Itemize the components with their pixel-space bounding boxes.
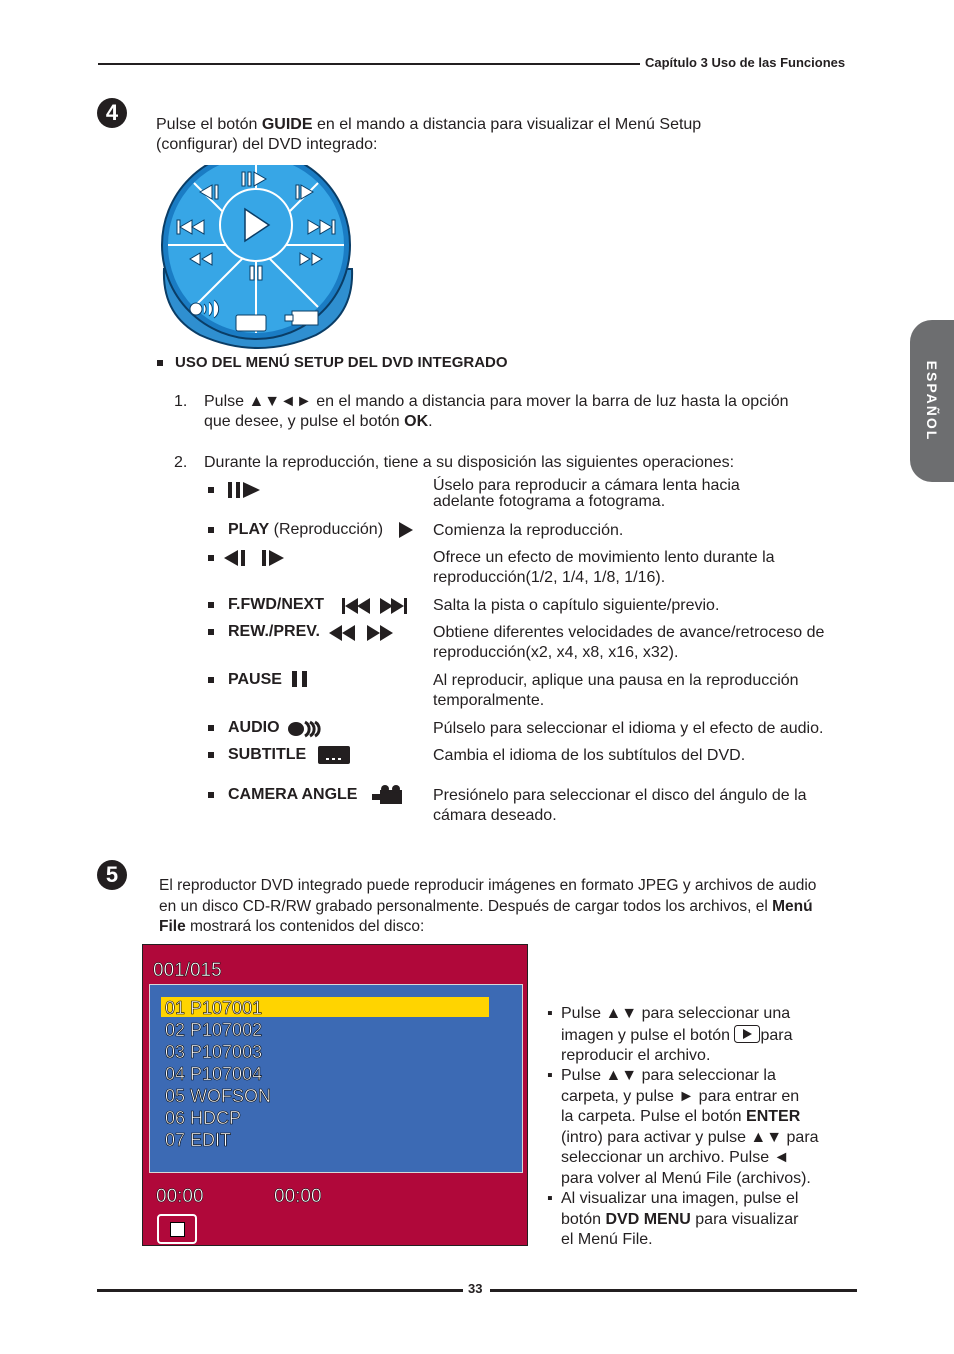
step-number-5: 5 <box>97 860 127 890</box>
note1-line1: Pulse ▲▼ para seleccionar una <box>561 1005 791 1022</box>
op-desc-line2: cámara deseado. <box>433 807 557 824</box>
file-item[interactable]: 07 EDIT <box>165 1130 232 1150</box>
op-bullet <box>208 752 214 758</box>
note3-line3: el Menú File. <box>561 1231 653 1248</box>
next-track-icon <box>379 597 409 615</box>
step4-guide: GUIDE <box>261 116 313 133</box>
step-number-4: 4 <box>97 98 127 128</box>
op-bullet <box>208 792 214 798</box>
note2-line4: (intro) para activar y pulse ▲▼ para <box>561 1128 819 1146</box>
slow-play-icon <box>261 549 285 567</box>
item1-text <box>204 392 789 432</box>
audio-icon <box>287 720 321 738</box>
file-item[interactable]: 01 P107001 <box>165 998 263 1018</box>
file-item[interactable]: 05 WOFSON <box>165 1086 272 1106</box>
step5-text <box>159 876 816 938</box>
item1-number: 1. <box>174 393 188 410</box>
play-icon <box>398 521 414 539</box>
op-label-audio: AUDIO <box>228 719 280 736</box>
op-desc-line2: temporalmente. <box>433 692 545 709</box>
op-bullet <box>208 527 214 533</box>
note2-line3a: la carpeta. Pulse el botón <box>561 1108 747 1125</box>
item1-line2a: que desee, y pulse el botón <box>204 413 405 430</box>
op-label-pause: PAUSE <box>228 671 282 688</box>
note2-enter: ENTER <box>746 1108 801 1125</box>
note-bullet: ▪ <box>547 1067 553 1084</box>
pause-icon <box>291 670 309 688</box>
op-desc-line2: reproducción(x2, x4, x8, x16, x32). <box>433 644 679 661</box>
slow-forward-icon <box>228 481 262 499</box>
step4-text-b: en el mando a distancia para visualizar el Menú Setup <box>312 116 702 133</box>
op-bullet <box>208 555 214 561</box>
op-desc-play: Comienza la reproducción. <box>433 522 624 539</box>
play-button-icon <box>734 1025 760 1043</box>
op-desc-subtitle: Cambia el idioma de los subtítulos del DVD. <box>433 747 746 764</box>
file-counter: 001/015 <box>153 960 222 981</box>
file-menu-screen <box>142 944 528 1246</box>
fast-forward-icon <box>366 624 396 642</box>
step4-text-line2: (configurar) del DVD integrado: <box>156 136 378 153</box>
section-title: USO DEL MENÚ SETUP DEL DVD INTEGRADO <box>175 354 508 371</box>
op-bullet <box>208 629 214 635</box>
remote-control-illustration <box>160 165 356 351</box>
footer-rule-right <box>490 1289 857 1292</box>
file-list <box>149 984 523 1173</box>
item2-number: 2. <box>174 454 188 471</box>
op-bullet <box>208 602 214 608</box>
header-rule <box>98 63 640 65</box>
item1-line1: Pulse ▲▼◄► en el mando a distancia para mover la barra de luz hasta la opción <box>204 393 789 410</box>
note-1 <box>561 1004 792 1067</box>
rewind-icon <box>327 624 357 642</box>
step5-line3b: mostrará los contenidos del disco: <box>185 918 425 935</box>
item2-text: Durante la reproducción, tiene a su disposición las siguientes operaciones: <box>204 454 735 471</box>
footer-rule-left <box>97 1289 463 1292</box>
note-bullet: ▪ <box>547 1190 553 1207</box>
step5-line2a: en un disco CD-R/RW grabado personalmente. Después de cargar todos los archivos, el <box>159 897 773 915</box>
item1-ok: OK <box>404 413 429 430</box>
note-3 <box>561 1189 798 1251</box>
heading-bullet <box>157 360 163 366</box>
stop-icon <box>170 1222 185 1237</box>
file-item[interactable]: 04 P107004 <box>165 1064 263 1084</box>
op-desc-line1: Presiónelo para seleccionar el disco del ángulo de la <box>433 787 807 804</box>
step5-file: File <box>159 918 186 935</box>
step4-text <box>156 115 701 155</box>
op-desc-line1: Úselo para reproducir a cámara lenta hacia <box>433 477 740 494</box>
camera-angle-icon <box>370 784 404 804</box>
item1-line2b: . <box>428 413 433 430</box>
op-bullet <box>208 725 214 731</box>
op-label-rew: REW./PREV. <box>228 623 320 640</box>
note2-line5: seleccionar un archivo. Pulse ◄ <box>561 1149 790 1166</box>
op-bullet <box>208 487 214 493</box>
op-desc-slow-forward <box>433 478 853 510</box>
op-desc-line1: Obtiene diferentes velocidades de avance/retroceso de <box>433 624 825 641</box>
op-desc-line2: reproducción(1/2, 1/4, 1/8, 1/16). <box>433 569 666 586</box>
op-desc-camera <box>433 786 853 826</box>
op-desc-line2: adelante fotograma a fotograma. <box>433 493 666 510</box>
note-bullet: ▪ <box>547 1005 553 1022</box>
file-item[interactable]: 02 P107002 <box>165 1020 263 1040</box>
op-label-play-rest: (Reproducción) <box>269 521 384 538</box>
step4-text-a: Pulse el botón <box>156 116 262 133</box>
op-label-camera: CAMERA ANGLE <box>228 786 358 803</box>
step5-line1: El reproductor DVD integrado puede reproducir imágenes en formato JPEG y archivos de audio <box>159 877 817 894</box>
op-desc-ffwd: Salta la pista o capítulo siguiente/previo. <box>433 597 720 614</box>
op-label-play <box>228 521 383 539</box>
note2-line2: carpeta, y pulse ► para entrar en <box>561 1087 800 1105</box>
side-tab-label: ESPAÑOL <box>924 360 940 442</box>
language-side-tab <box>910 320 954 482</box>
op-desc-audio: Púlselo para seleccionar el idioma y el efecto de audio. <box>433 720 824 737</box>
stop-button[interactable] <box>157 1214 197 1244</box>
op-desc-pause <box>433 671 853 711</box>
op-label-subtitle: SUBTITLE <box>228 746 307 763</box>
step5-menu: Menú <box>772 897 813 915</box>
op-desc-slow <box>433 548 853 588</box>
op-desc-rew <box>433 623 853 663</box>
elapsed-time: 00:00 <box>156 1186 204 1207</box>
op-label-ffwd: F.FWD/NEXT <box>228 596 324 613</box>
note-2 <box>561 1066 819 1189</box>
op-label-play-bold: PLAY <box>228 521 270 538</box>
note1-line2b: para <box>760 1026 793 1044</box>
note1-line3: reproducir el archivo. <box>561 1047 711 1064</box>
op-desc-line1: Al reproducir, aplique una pausa en la reproducción <box>433 672 799 689</box>
file-item[interactable]: 06 HDCP <box>165 1108 242 1128</box>
note2-line6: para volver al Menú File (archivos). <box>561 1169 811 1187</box>
note3-dvd-menu: DVD MENU <box>605 1210 691 1228</box>
file-item[interactable]: 03 P107003 <box>165 1042 263 1062</box>
op-desc-line1: Ofrece un efecto de movimiento lento durante la <box>433 549 775 566</box>
page-number: 33 <box>468 1281 483 1296</box>
chapter-title: Capítulo 3 Uso de las Funciones <box>645 55 846 70</box>
note2-line1: Pulse ▲▼ para seleccionar la <box>561 1067 776 1084</box>
note3-line1: Al visualizar una imagen, pulse el <box>561 1190 799 1207</box>
section-heading <box>157 354 508 371</box>
note1-line2a: imagen y pulse el botón <box>561 1026 730 1044</box>
subtitle-icon <box>318 746 350 764</box>
note3-line2b: para visualizar <box>690 1210 799 1228</box>
op-bullet <box>208 677 214 683</box>
previous-track-icon <box>341 597 371 615</box>
slow-reverse-icon <box>223 549 247 567</box>
note3-line2a: botón <box>561 1210 606 1228</box>
total-time: 00:00 <box>274 1186 322 1207</box>
